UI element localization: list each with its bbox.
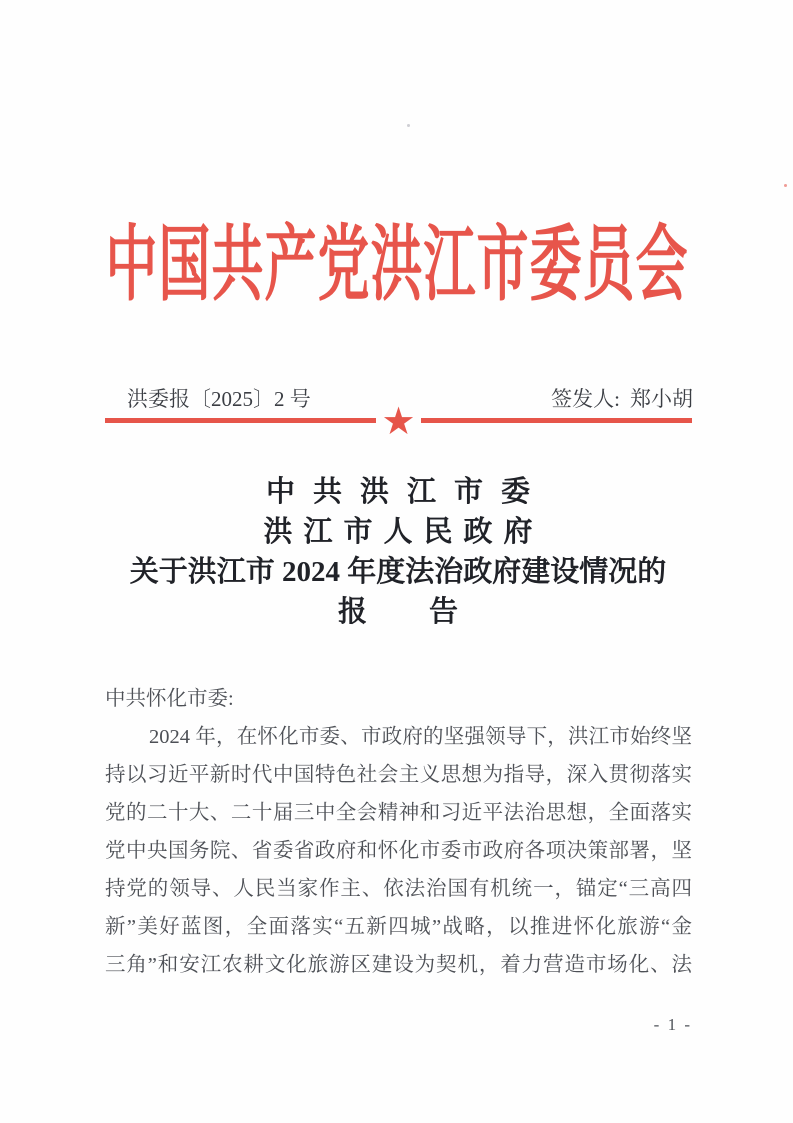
- title-line-subject: 关于洪江市 2024 年度法治政府建设情况的: [129, 556, 667, 588]
- scan-speck: [407, 124, 410, 127]
- issuer-label: 签发人:: [551, 387, 620, 411]
- doc-number: 洪委报〔2025〕2 号: [127, 387, 311, 411]
- divider-line-right: [421, 418, 692, 423]
- body-line: 三角”和安江农耕文化旅游区建设为契机，着力营造市场化、法: [105, 954, 692, 976]
- document-body: [105, 680, 692, 984]
- title-line-peoples-government: 洪江市人民政府: [263, 516, 544, 548]
- document-title: [103, 472, 693, 632]
- body-line: 持党的领导、人民当家作主、依法治国有机统一，锚定“三高四: [105, 878, 692, 900]
- body-line: 新”美好蓝图，全面落实“五新四城”战略，以推进怀化旅游“金: [105, 916, 692, 938]
- body-line: 党中央国务院、省委省政府和怀化市委市政府各项决策部署，坚: [105, 840, 692, 862]
- body-line: 2024 年，在怀化市委、市政府的坚强领导下，洪江市始终坚: [149, 726, 692, 748]
- letterhead-authority-title: 中国共产党洪江市委员会: [105, 221, 689, 312]
- issuer-name: 郑小胡: [630, 387, 693, 411]
- page-number: - 1 -: [653, 1015, 692, 1034]
- salutation: 中共怀化市委:: [105, 688, 234, 710]
- scan-speck: [784, 184, 787, 187]
- body-line: 持以习近平新时代中国特色社会主义思想为指导，深入贯彻落实: [105, 764, 692, 786]
- divider-line-left: [105, 418, 376, 423]
- title-line-report: 报告: [337, 596, 520, 628]
- star-icon: ★: [381, 399, 416, 443]
- title-line-party-committee: 中共洪江市委: [265, 476, 548, 508]
- body-line: 党的二十大、二十届三中全会精神和习近平法治思想，全面落实: [105, 802, 692, 824]
